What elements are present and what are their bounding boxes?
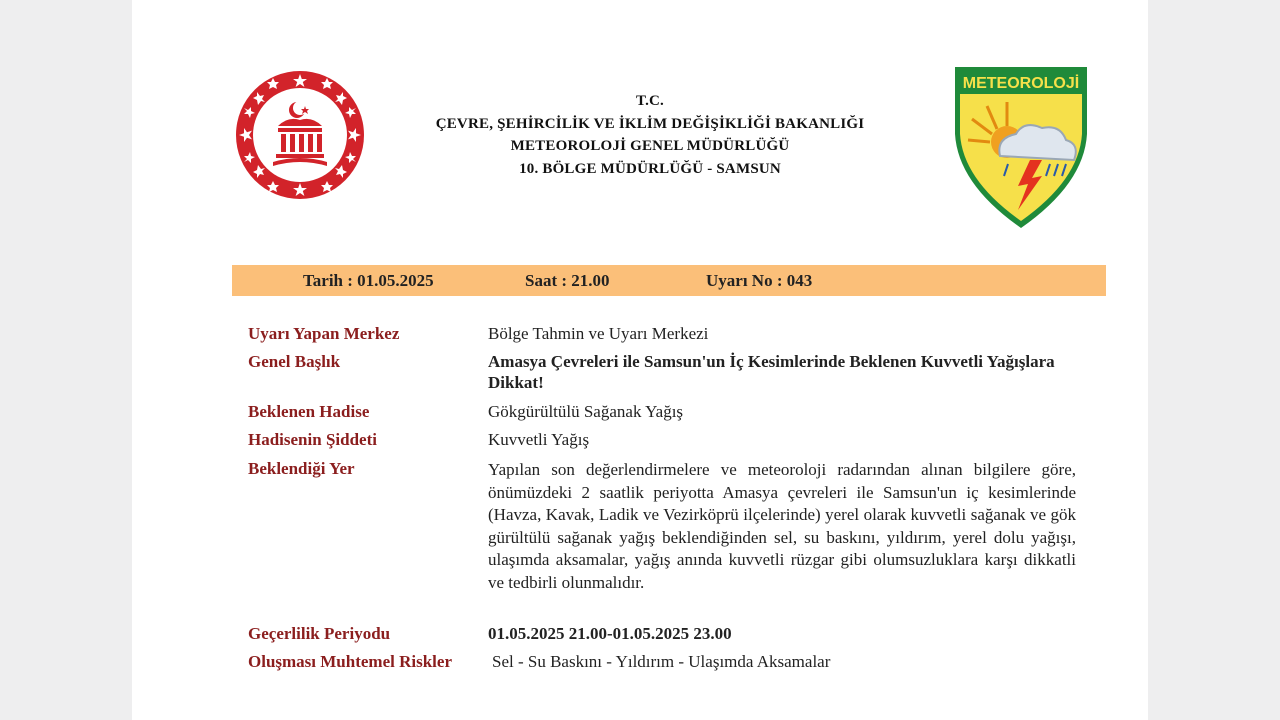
institution-header — [380, 90, 920, 180]
location-description: Yapılan son değerlendirmelere ve meteoroloji radarından alınan bilgilere göre, önümüzdeki 2 saatlik periyotta Amasya çevreleri ile Samsun'un iç kesimlerinde (Havza, Kavak, Ladik ve Vezirköprü ilçelerinde) yerel olarak kuvvetli sağanak ve gök gürültülü sağanak yağış beklendiğinden sel, su baskını, yıldırım, yerel dolu yağışı, ulaşımda aksamalar, yağış anında kuvvetli rüzgar gibi olumsuzluklara karşı dikkatli ve tedbirli olunmalıdır. — [488, 460, 1076, 592]
location-label: Beklendiği Yer — [248, 459, 355, 478]
title-label: Genel Başlık — [248, 352, 341, 371]
risks-label: Oluşması Muhtemel Riskler — [248, 652, 452, 671]
severity-value: Kuvvetli Yağış — [488, 430, 590, 449]
meteorology-logo-text: METEOROLOJİ — [962, 75, 1080, 92]
warning-date: Tarih : 01.05.2025 — [303, 271, 434, 290]
title-value: Amasya Çevreleri ile Samsun'un İç Kesimlerinde Beklenen Kuvvetli Yağışlara Dikkat! — [488, 352, 1055, 392]
warning-time: Saat : 21.00 — [525, 271, 610, 290]
severity-label: Hadisenin Şiddeti — [248, 430, 377, 449]
risks-value: Sel - Su Baskını - Yıldırım - Ulaşımda Aksamalar — [492, 652, 831, 671]
validity-label: Geçerlilik Periyodu — [248, 624, 391, 643]
center-label: Uyarı Yapan Merkez — [248, 324, 400, 343]
meteorology-shield-logo — [952, 64, 1090, 230]
ministry-seal-logo — [233, 68, 367, 202]
event-value: Gökgürültülü Sağanak Yağış — [488, 402, 684, 421]
center-value: Bölge Tahmin ve Uyarı Merkezi — [488, 324, 709, 343]
header-ministry: ÇEVRE, ŞEHİRCİLİK VE İKLİM DEĞİŞİKLİĞİ BAKANLIĞI — [435, 115, 865, 132]
warning-number: Uyarı No : 043 — [706, 271, 813, 290]
header-tc: T.C. — [635, 93, 665, 109]
validity-value: 01.05.2025 21.00-01.05.2025 23.00 — [488, 624, 732, 643]
warning-info-band — [232, 265, 1106, 296]
header-regional-office: 10. BÖLGE MÜDÜRLÜĞÜ - SAMSUN — [519, 160, 781, 177]
header-directorate: METEOROLOJİ GENEL MÜDÜRLÜĞÜ — [510, 138, 790, 154]
event-label: Beklenen Hadise — [248, 402, 370, 421]
